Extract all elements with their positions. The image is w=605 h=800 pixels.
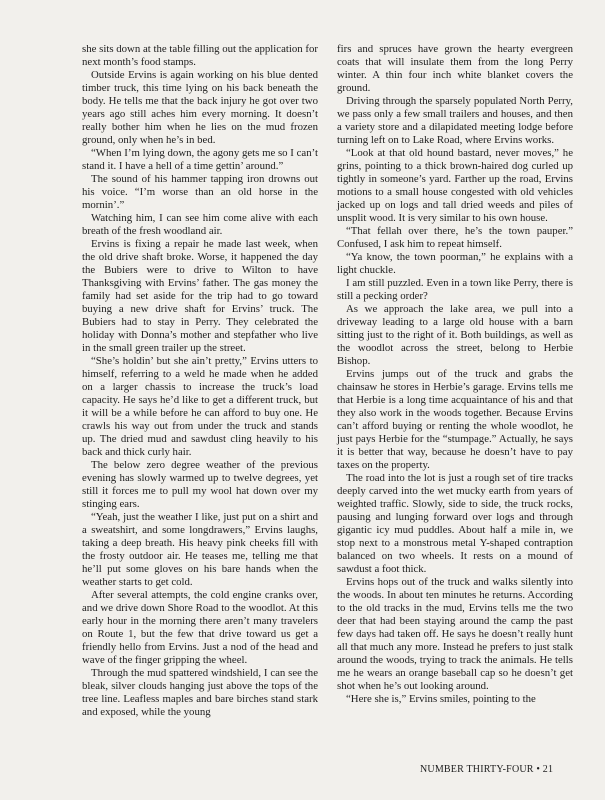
paragraph: The sound of his hammer tapping iron drowns out his voice. “I’m worse than an old horse in the mornin’.”	[82, 173, 318, 211]
paragraph: Ervins hops out of the truck and walks silently into the woods. In about ten minutes he returns. According to the old tracks in the mud, Ervins tells me the two deer that had been staying around the camp the past few days had taken off. He says he doesn’t really hunt all that much any more. Instead he prefers to just stalk around the woods, trying to track the animals. He tells me he wears an orange baseball cap so he doesn’t get shot when he’s out looking around.	[337, 576, 573, 692]
paragraph: I am still puzzled. Even in a town like Perry, there is still a pecking order?	[337, 277, 573, 302]
paragraph: Driving through the sparsely populated North Perry, we pass only a few small trailers and houses, and then a variety store and a dilapidated meeting lodge before turning left on to Lake Road, where Ervins works.	[337, 95, 573, 146]
paragraph: As we approach the lake area, we pull into a driveway leading to a large old house with a barn sitting just to the right of it. Both buildings, as well as the woodlot across the street, belong to Herbie Bishop.	[337, 303, 573, 367]
paragraph: “Here she is,” Ervins smiles, pointing to the	[346, 693, 536, 705]
paragraph: “When I’m lying down, the agony gets me so I can’t stand it. I have a hell of a time gettin’ around.”	[82, 147, 318, 172]
paragraph: Outside Ervins is again working on his blue dented timber truck, this time lying on his back beneath the body. He tells me that the back injury he got over two years ago still aches him every morning. It doesn’t really bother him when he lies on the mud frozen ground, only when he’s in bed.	[82, 69, 318, 146]
page-footer: NUMBER THIRTY-FOUR • 21	[420, 764, 554, 775]
paragraph: she sits down at the table filling out the application for next month’s food stamps.	[82, 43, 318, 68]
paragraph: “She’s holdin’ but she ain’t pretty,” Ervins utters to himself, referring to a weld he made when he added on a larger chassis to increase the truck’s load capacity. He says he’d like to get a different truck, but it will be a while before he can afford to buy one. He crawls his way out from under the truck and stands up. The dried mud and sawdust cling heavily to his back and thick curly hair.	[82, 355, 318, 458]
paragraph: “That fellah over there, he’s the town pauper.” Confused, I ask him to repeat himself.	[337, 225, 573, 250]
paragraph: “Yeah, just the weather I like, just put on a shirt and a sweatshirt, and some longdrawers,” Ervins laughs, taking a deep breath. His heavy pink cheeks fill with the frosty outdoor air. He teases me, telling me that he’ll put some gloves on his bare hands when the weather starts to get cold.	[82, 511, 318, 588]
left-column	[82, 43, 318, 719]
paragraph: The below zero degree weather of the previous evening has slowly warmed up to twelve degrees, yet still it forces me to pull my wool hat down over my stinging ears.	[82, 459, 318, 510]
paragraph: Ervins jumps out of the truck and grabs the chainsaw he stores in Herbie’s garage. Ervins tells me that Herbie is a long time acquaintance of his and that they also work in the woods together. Because Ervins can’t afford buying or renting the whole woodlot, he just pays Herbie for the “stumpage.” Actually, he says it is better that way, because he doesn’t have to pay taxes on the property.	[337, 368, 573, 471]
paragraph: The road into the lot is just a rough set of tire tracks deeply carved into the wet mucky earth from years of weighted traffic. Slowly, side to side, the truck rocks, pausing and lunging forward over logs and through gigantic icy mud puddles. About half a mile in, we stop next to a monstrous metal Y-shaped contraption balanced on two wheels. It rests on a mound of sawdust a foot thick.	[337, 472, 573, 575]
paragraph: firs and spruces have grown the hearty evergreen coats that will insulate them from the long Perry winter. A thin four inch white blanket covers the ground.	[337, 43, 573, 94]
paragraph: Ervins is fixing a repair he made last week, when the old drive shaft broke. Worse, it happened the day the Bubiers were to drive to Wilton to have Thanksgiving with Ervins’ father. The gas money the family had set aside for the trip had to go toward buying a new drive shaft for Ervins’ truck. The Bubiers had to stay in Perry. They celebrated the holiday with Donna’s mother and stepfather who live in the small green trailer up the street.	[82, 238, 318, 354]
paragraph: “Ya know, the town poorman,” he explains with a light chuckle.	[337, 251, 573, 276]
paragraph: Watching him, I can see him come alive with each breath of the fresh woodland air.	[82, 212, 318, 237]
paragraph: “Look at that old hound bastard, never moves,” he grins, pointing to a thick brown-haired dog curled up tightly in someone’s yard. Farther up the road, Ervins motions to a small house congested with old vehicles jacked up on logs and tall dried weeds and piles of unsplit wood. It is very similar to his own house.	[337, 147, 573, 224]
paragraph: Through the mud spattered windshield, I can see the bleak, silver clouds hanging just above the tops of the tree line. Leafless maples and bare birches stand stark and exposed, while the young	[82, 667, 318, 718]
right-column	[337, 43, 573, 706]
paragraph: After several attempts, the cold engine cranks over, and we drive down Shore Road to the woodlot. At this early hour in the morning there aren’t many travelers on Route 1, but the few that drive toward us get a friendly hello from Ervins. Just a nod of the head and wave of the finger gripping the wheel.	[82, 589, 318, 666]
